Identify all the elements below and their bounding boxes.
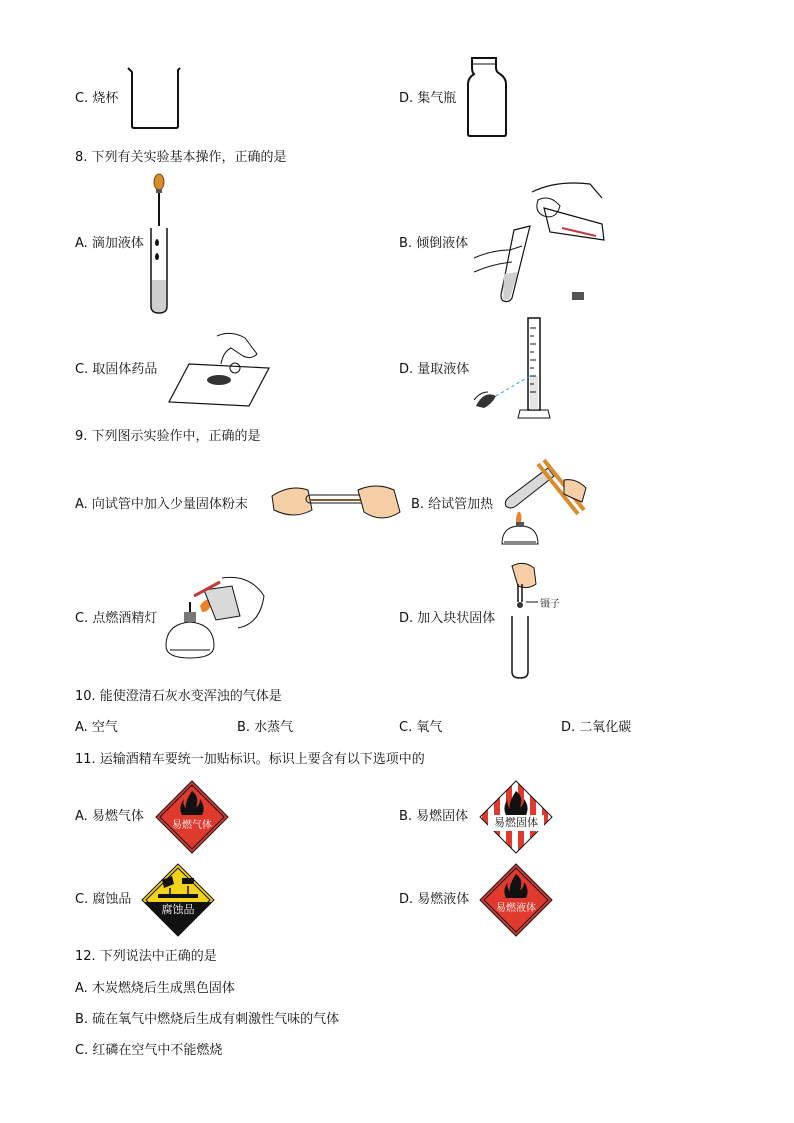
- taking-solid-icon: [165, 328, 275, 408]
- flammable-gas-sign-label: 易燃气体: [172, 820, 212, 831]
- q7-option-c: C. 烧杯: [75, 91, 119, 106]
- q9-option-d: D. 加入块状固体: [399, 611, 496, 626]
- dropper-testtube-icon: [145, 170, 175, 315]
- beaker-icon: [124, 64, 184, 130]
- q11-option-c: C. 腐蚀品: [75, 892, 132, 907]
- q9-option-a: A. 向试管中加入少量固体粉末: [75, 497, 248, 512]
- q9-option-b: B. 给试管加热: [411, 497, 494, 512]
- graduated-cylinder-icon: [470, 314, 570, 420]
- q12-option-b: B. 硫在氧气中燃烧后生成有刺激性气味的气体: [75, 1012, 340, 1027]
- flammable-liquid-sign-icon: [478, 862, 554, 938]
- q10-option-c: C. 氧气: [399, 720, 443, 735]
- q11-stem: 11. 运输酒精车要统一加贴标识。标识上要含有以下选项中的: [75, 752, 425, 767]
- q7-option-d: D. 集气瓶: [399, 91, 457, 106]
- flammable-liquid-sign-label: 易燃液体: [496, 903, 536, 914]
- lighting-alcohol-lamp-icon: [160, 572, 270, 662]
- corrosive-sign-label: 腐蚀品: [161, 903, 195, 916]
- q11-option-d: D. 易燃液体: [399, 892, 470, 907]
- q9-stem: 9. 下列图示实验作中，正确的是: [75, 429, 261, 444]
- q11-option-b: B. 易燃固体: [399, 809, 469, 824]
- tweezers-label: 镊子: [540, 599, 560, 610]
- corrosive-sign-icon: [140, 862, 216, 938]
- q8-option-a: A. 滴加液体: [75, 236, 144, 251]
- pouring-liquid-icon: [472, 180, 612, 310]
- q12-stem: 12. 下列说法中正确的是: [75, 949, 217, 964]
- gas-jar-icon: [462, 56, 512, 138]
- q12-option-c: C. 红磷在空气中不能燃烧: [75, 1043, 223, 1058]
- q8-option-d: D. 量取液体: [399, 362, 470, 377]
- q12-option-a: A. 木炭燃烧后生成黑色固体: [75, 981, 235, 996]
- heating-testtube-icon: [498, 454, 588, 554]
- flammable-solid-sign-label: 易燃固体: [488, 815, 544, 831]
- adding-lump-solid-icon: [500, 560, 570, 680]
- q8-option-c: C. 取固体药品: [75, 362, 158, 377]
- q9-option-c: C. 点燃酒精灯: [75, 611, 158, 626]
- q11-option-a: A. 易燃气体: [75, 809, 144, 824]
- adding-powder-icon: [266, 480, 406, 530]
- q10-option-d: D. 二氧化碳: [561, 720, 632, 735]
- q10-stem: 10. 能使澄清石灰水变浑浊的气体是: [75, 689, 282, 704]
- q10-option-a: A. 空气: [75, 720, 118, 735]
- q8-option-b: B. 倾倒液体: [399, 236, 469, 251]
- flammable-gas-sign-icon: [154, 779, 230, 855]
- q10-option-b: B. 水蒸气: [237, 720, 294, 735]
- q8-stem: 8. 下列有关实验基本操作，正确的是: [75, 150, 287, 165]
